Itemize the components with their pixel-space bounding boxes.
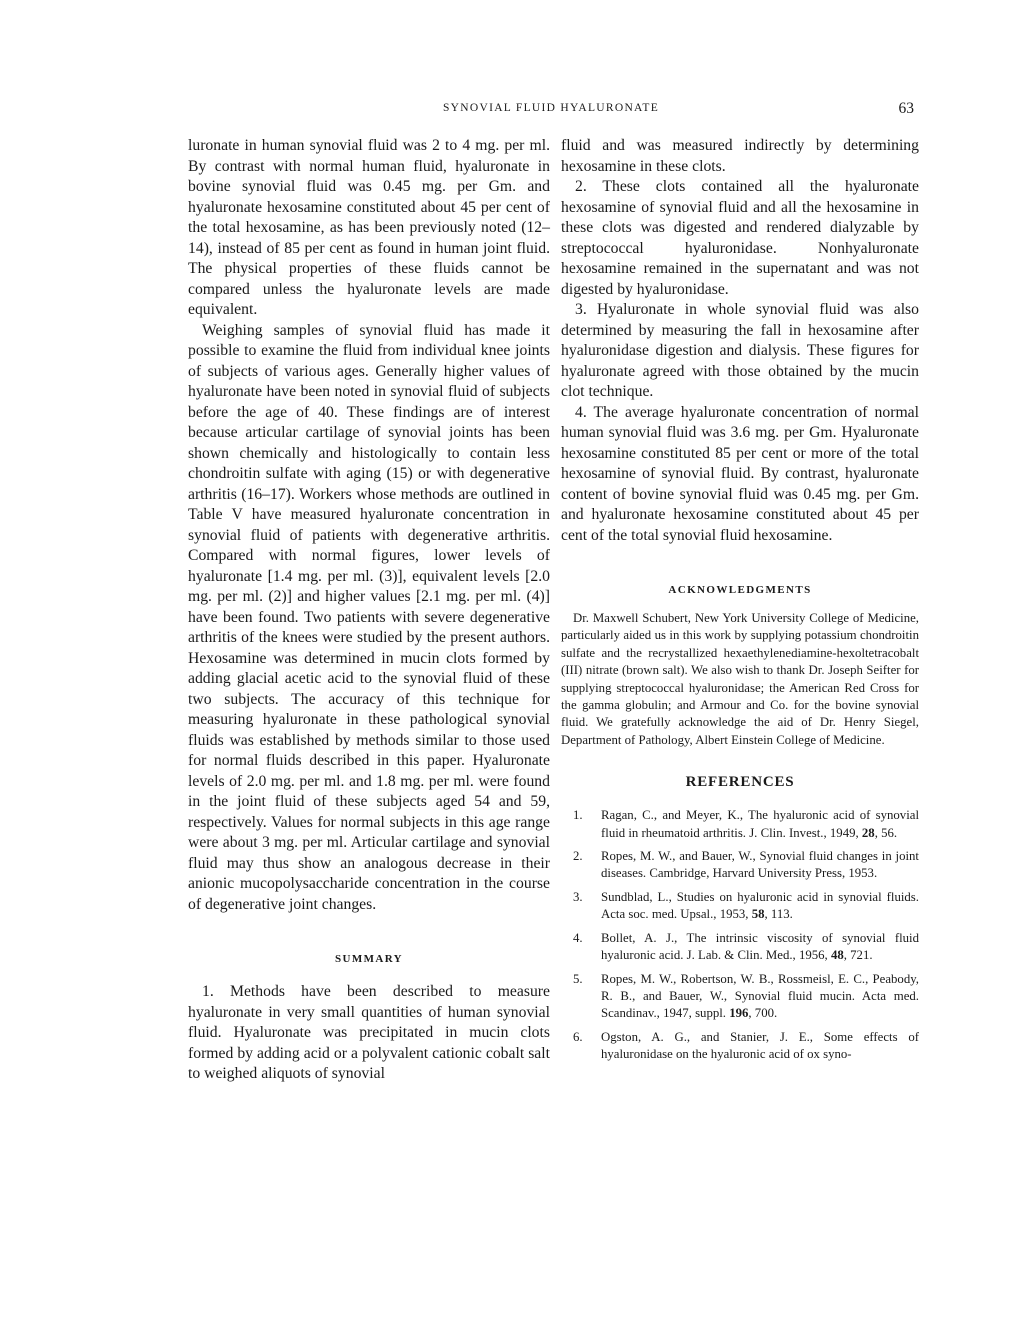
reference-pages: , 721. — [843, 948, 873, 963]
reference-pages: , 700. — [748, 1006, 778, 1021]
summary-point-1-continued: fluid and was measured indirectly by determining hexosamine in these clots. — [561, 137, 919, 175]
running-title: SYNOVIAL FLUID HYALURONATE — [442, 102, 660, 114]
reference-item — [561, 848, 919, 883]
summary-heading: SUMMARY — [334, 953, 404, 965]
left-column — [188, 136, 550, 1085]
paragraph-degenerative-arthritis: Weighing samples of synovial fluid has made it possible to examine the fluid from individual knee joints of subjects of various ages. Generally higher values of hyaluronate have been noted in synovial fluid of subjects before the age of 40. These findings are of interest because articular cartilage of synovial joints has been shown chemically and histologically to contain less chondroitin sulfate with aging (15) or with degenerative arthritis (16–17). Workers whose methods are outlined in Table V have measured hyaluronate concentration in synovial fluid of patients with degenerative arthritis. Compared with normal figures, lower levels of hyaluronate [1.4 mg. per ml. (3)], equivalent levels [2.0 mg. per ml. (2)] and higher values [2.1 mg. per ml. (4)] have been found. Two patients with severe degenerative arthritis of the knees were studied by the present authors. Hexosamine was determined in mucin clots formed by adding glacial acetic acid to the synovial fluid of these two subjects. The accuracy of this technique for measuring hyaluronate in these pathological synovial fluids was established by methods similar to those used for normal fluids described in this paper. Hyaluronate levels of 2.0 mg. per ml. and 1.8 mg. per ml. were found in the joint fluid of these subjects aged 54 and 59, respectively. Values for normal subjects in this age range were about 3 mg. per ml. Articular cartilage and synovial fluid may thus show an analogous decrease in their anionic mucopolysaccharide concentration in the course of degenerative joint changes. — [188, 321, 550, 913]
reference-pages: , 56. — [874, 825, 898, 840]
reference-volume: 28 — [861, 825, 875, 840]
reference-number: 4. — [573, 930, 583, 945]
reference-text: Ropes, M. W., Robertson, W. B., Rossmeisl, E. C., Peabody, R. B., and Bauer, W., Synovial fluid mucin. Acta med. Scandinav., 1947, suppl. — [601, 971, 919, 1021]
acknowledgments-text: Dr. Maxwell Schubert, New York University College of Medicine, particularly aided us in this work by supplying potassium chondroitin sulfate and the recrystallized hexaethylenediamine-hexoltetracobalt (III) nitrate (brown salt). We also wish to thank Dr. Joseph Seifter for supplying streptococcal hyaluronidase; the American Red Cross for the gamma globulin; and Armour and Co. for the bovine synovial fluid. We gratefully acknowledge the aid of Dr. Henry Siegel, Department of Pathology, Albert Einstein College of Medicine. — [561, 611, 919, 747]
summary-point-2: 2. These clots contained all the hyaluronate hexosamine of synovial fluid and all the hexosamine in these clots was digested and rendered dialyzable by streptococcal hyaluronidase. Nonhyaluronate hexosamine remained in the supernatant and was not digested by hyaluronidase. — [561, 178, 919, 298]
reference-item — [561, 1029, 919, 1064]
page-header — [188, 100, 914, 122]
reference-text: Bollet, A. J., The intrinsic viscosity of synovial fluid hyaluronic acid. J. Lab. & Clin. Med., 1956, — [601, 930, 919, 963]
reference-volume: 58 — [751, 907, 765, 922]
reference-item — [561, 807, 919, 842]
reference-pages: , 113. — [764, 907, 793, 922]
reference-volume: 196 — [729, 1006, 749, 1021]
page-number: 63 — [898, 100, 914, 117]
reference-item — [561, 889, 919, 924]
reference-number: 1. — [573, 808, 583, 823]
reference-list — [561, 807, 919, 1063]
summary-point-3: 3. Hyaluronate in whole synovial fluid was also determined by measuring the fall in hexosamine after hyaluronidase digestion and dialysis. These figures for hyaluronate agreed with those obtained by the mucin clot technique. — [561, 301, 919, 400]
references-heading: REFERENCES — [685, 774, 795, 791]
reference-text: Ogston, A. G., and Stanier, J. E., Some effects of hyaluronidase on the hyaluronic acid of ox syno- — [601, 1029, 919, 1062]
reference-number: 5. — [573, 971, 583, 986]
reference-text: Ropes, M. W., and Bauer, W., Synovial fluid changes in joint diseases. Cambridge, Harvard University Press, 1953. — [601, 849, 919, 881]
reference-number: 2. — [573, 849, 583, 864]
reference-number: 3. — [573, 889, 583, 904]
reference-item — [561, 971, 919, 1023]
reference-item — [561, 930, 919, 965]
paragraph-continued: luronate in human synovial fluid was 2 to 4 mg. per ml. By contrast with normal human fluid, hyaluronate in bovine synovial fluid was 0.45 mg. per Gm. and hyaluronate hexosamine constituted about 45 per cent of the total hexosamine, as has been previously noted (12–14), instead of 85 per cent as found in human joint fluid. The physical properties of these fluids cannot be compared unless the hyaluronate levels are made equivalent. — [188, 137, 550, 318]
acknowledgments-heading: ACKNOWLEDGMENTS — [668, 584, 812, 596]
summary-point-1: 1. Methods have been described to measure hyaluronate in very small quantities of human synovial fluid. Hyaluronate was precipitated in mucin clots formed by adding acid or a polyvalent cationic cobalt salt to weighed aliquots of synovial — [188, 983, 550, 1082]
reference-text: Ragan, C., and Meyer, K., The hyaluronic acid of synovial fluid in rheumatoid arthritis. J. Clin. Invest., 1949, — [601, 808, 919, 840]
reference-number: 6. — [573, 1029, 583, 1044]
reference-text: Sundblad, L., Studies on hyaluronic acid in synovial fluids. Acta soc. med. Upsal., 1953, — [601, 889, 919, 922]
reference-volume: 48 — [830, 948, 844, 963]
right-column — [561, 136, 919, 1070]
summary-point-4: 4. The average hyaluronate concentration of normal human synovial fluid was 3.6 mg. per Gm. Hyaluronate hexosamine constituted 85 per cent or more of the total hexosamine of synovial fluid. By contrast, hyaluronate content of bovine synovial fluid was 0.45 mg. per Gm. and hyaluronate hexosamine constituted about 45 per cent of the total synovial fluid hexosamine. — [561, 403, 919, 544]
